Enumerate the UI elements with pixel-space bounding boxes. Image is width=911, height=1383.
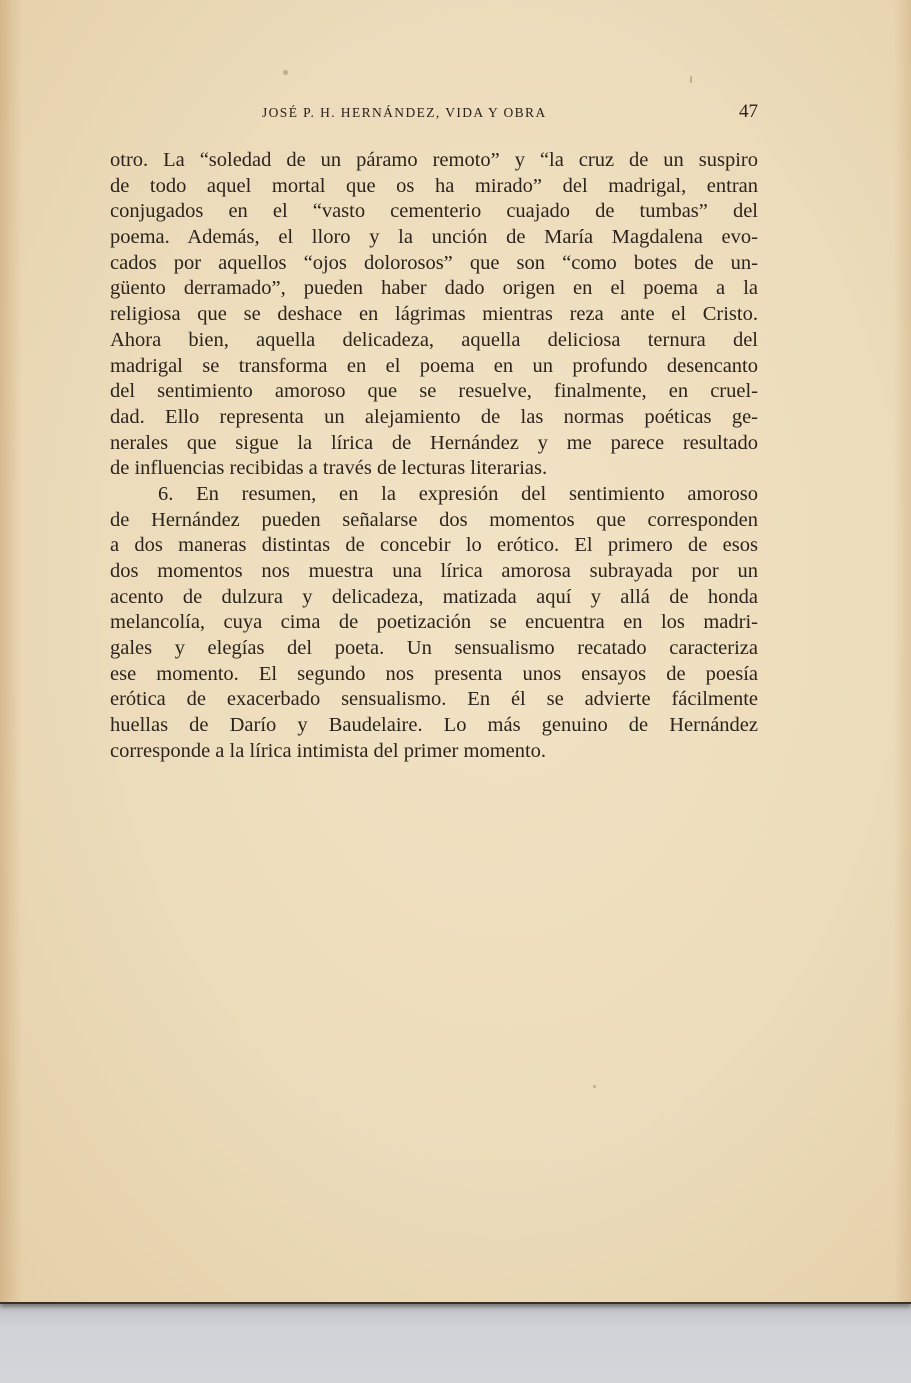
text-line: de Hernández pueden señalarse dos momentos que corresponden	[110, 508, 758, 531]
text-line: religiosa que se deshace en lágrimas mientras reza ante el Cristo.	[110, 303, 758, 326]
text-line: dos momentos nos muestra una lírica amorosa subrayada por un	[110, 560, 758, 582]
text-line: poema. Además, el lloro y la unción de María Magdalena evo-	[110, 226, 758, 249]
body-text	[110, 148, 758, 765]
text-line: cados por aquellos “ojos dolorosos” que son “como botes de un-	[110, 251, 758, 274]
paper-speck	[690, 76, 692, 83]
text-line: acento de dulzura y delicadeza, matizada aquí y allá de honda	[110, 585, 758, 608]
text-line: huellas de Darío y Baudelaire. Lo más genuino de Hernández	[110, 714, 758, 737]
page-number: 47	[739, 101, 758, 122]
text-line: otro. La “soledad de un páramo remoto” y “la cruz de un suspiro	[110, 149, 758, 171]
text-line: gales y elegías del poeta. Un sensualismo recatado caracteriza	[110, 637, 758, 660]
text-line: madrigal se transforma en el poema en un profundo desencanto	[110, 354, 758, 377]
text-line: dad. Ello representa un alejamiento de las normas poéticas ge-	[110, 405, 758, 428]
text-line: Ahora bien, aquella delicadeza, aquella deliciosa ternura del	[110, 328, 758, 351]
text-line: del sentimiento amoroso que se resuelve, finalmente, en cruel-	[110, 380, 758, 403]
paper-speck	[593, 1085, 596, 1088]
scanner-background	[0, 1300, 911, 1383]
text-line: erótica de exacerbado sensualismo. En él se advierte fácilmente	[110, 688, 758, 711]
paragraph-end-line: corresponde a la lírica intimista del primer momento.	[110, 739, 547, 762]
paragraph-end-line: de influencias recibidas a través de lecturas literarias.	[110, 457, 548, 480]
text-line: a dos maneras distintas de concebir lo erótico. El primero de esos	[110, 534, 758, 557]
text-line: de todo aquel mortal que os ha mirado” del madrigal, entran	[110, 174, 758, 197]
running-head: JOSÉ P. H. HERNÁNDEZ, VIDA Y OBRA	[262, 105, 547, 120]
paper-speck	[283, 70, 288, 75]
text-line: conjugados en el “vasto cementerio cuajado de tumbas” del	[110, 200, 758, 223]
text-line: melancolía, cuya cima de poetización se encuentra en los madri-	[110, 611, 758, 634]
page-header	[110, 101, 758, 127]
paragraph-start-line: 6. En resumen, en la expresión del sentimiento amoroso	[158, 482, 758, 505]
text-line: nerales que sigue la lírica de Hernández y me parece resultado	[110, 431, 758, 454]
text-line: güento derramado”, pueden haber dado origen en el poema a la	[110, 277, 758, 300]
text-line: ese momento. El segundo nos presenta unos ensayos de poesía	[110, 662, 758, 685]
